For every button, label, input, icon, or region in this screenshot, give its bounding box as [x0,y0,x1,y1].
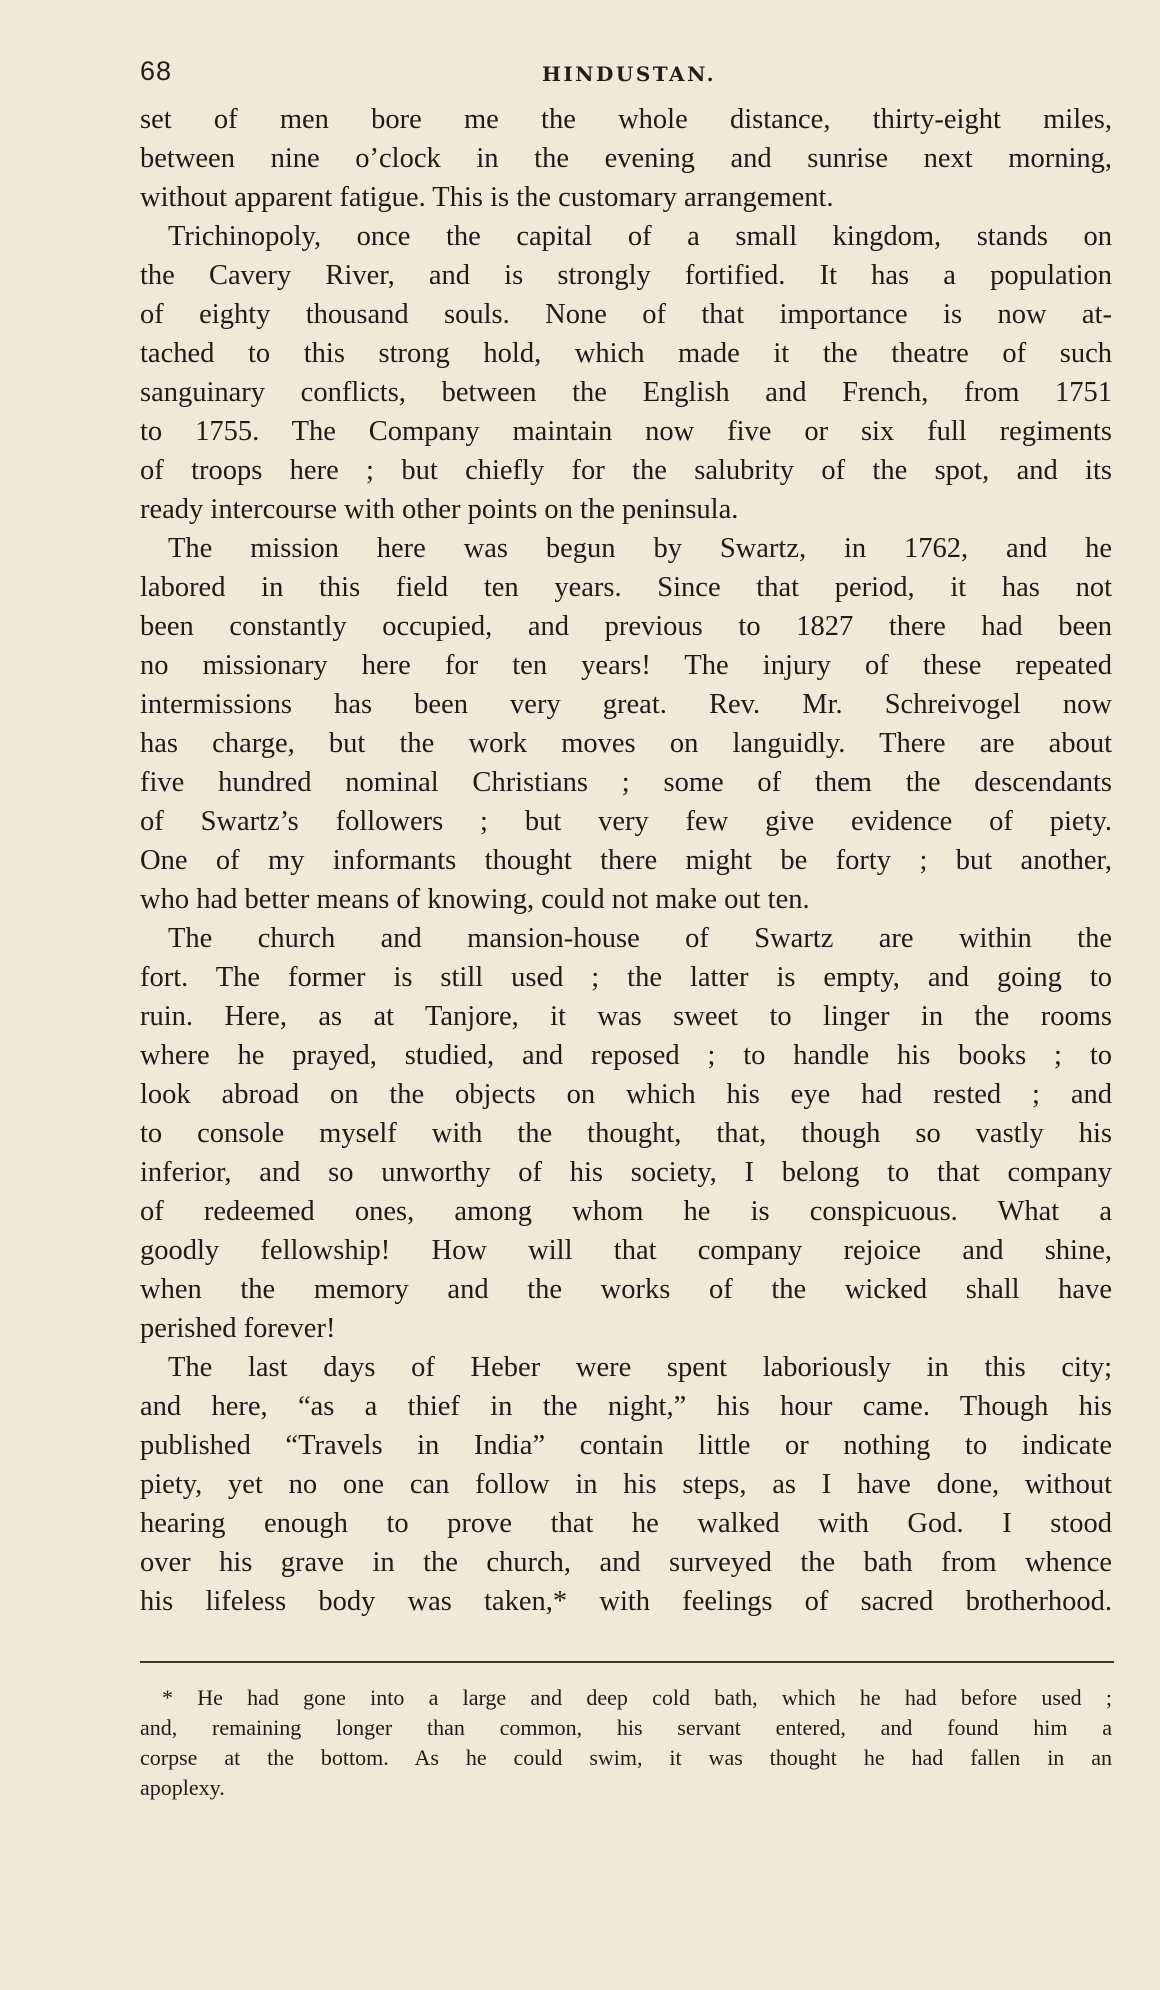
text-line: look abroad on the objects on which his eye had rested ; and [140,1079,1112,1110]
footnote-line: corpse at the bottom. As he could swim, it was thought he had fallen in an [140,1745,1112,1770]
text-line: The mission here was begun by Swartz, in 1762, and he [168,533,1112,564]
text-line: piety, yet no one can follow in his steps, as I have done, without [140,1469,1112,1500]
text-line: when the memory and the works of the wicked shall have [140,1274,1112,1305]
text-line: The church and mansion-house of Swartz are within the [168,923,1112,954]
body-text [140,100,1112,1621]
text-line: been constantly occupied, and previous to 1827 there had been [140,611,1112,642]
text-line: Trichinopoly, once the capital of a small kingdom, stands on [168,221,1112,252]
text-line: set of men bore me the whole distance, thirty-eight miles, [140,104,1112,135]
text-line: who had better means of knowing, could not make out ten. [140,884,810,915]
text-line: and here, “as a thief in the night,” his hour came. Though his [140,1391,1112,1422]
footnote-divider [140,1661,1114,1663]
text-line: no missionary here for ten years! The injury of these repeated [140,650,1112,681]
text-line: of troops here ; but chiefly for the salubrity of the spot, and its [140,455,1112,486]
text-line: between nine o’clock in the evening and sunrise next morning, [140,143,1112,174]
text-line: goodly fellowship! How will that company rejoice and shine, [140,1235,1112,1266]
text-line: hearing enough to prove that he walked with God. I stood [140,1508,1112,1539]
text-line: without apparent fatigue. This is the customary arrangement. [140,182,834,213]
text-line: One of my informants thought there might be forty ; but another, [140,845,1112,876]
text-line: perished forever! [140,1313,336,1344]
page-header [132,50,1112,98]
text-line: over his grave in the church, and surveyed the bath from whence [140,1547,1112,1578]
text-line: published “Travels in India” contain little or nothing to indicate [140,1430,1112,1461]
text-line: to console myself with the thought, that, though so vastly his [140,1118,1112,1149]
text-line: ready intercourse with other points on the peninsula. [140,494,739,525]
running-title: HINDUSTAN. [542,62,717,86]
text-line: tached to this strong hold, which made it the theatre of such [140,338,1112,369]
footnote-line: * He had gone into a large and deep cold bath, which he had before used ; [162,1685,1112,1710]
text-line: his lifeless body was taken,* with feelings of sacred brotherhood. [140,1586,1112,1617]
text-line: has charge, but the work moves on languidly. There are about [140,728,1112,759]
footnote-line: apoplexy. [140,1775,225,1800]
text-line: intermissions has been very great. Rev. Mr. Schreivogel now [140,689,1112,720]
text-line: of redeemed ones, among whom he is conspicuous. What a [140,1196,1112,1227]
page-number: 68 [140,56,173,86]
text-line: to 1755. The Company maintain now five or six full regiments [140,416,1112,447]
text-line: ruin. Here, as at Tanjore, it was sweet to linger in the rooms [140,1001,1112,1032]
text-line: five hundred nominal Christians ; some of them the descendants [140,767,1112,798]
footnote-line: and, remaining longer than common, his servant entered, and found him a [140,1715,1112,1740]
text-line: inferior, and so unworthy of his society, I belong to that company [140,1157,1112,1188]
text-line: the Cavery River, and is strongly fortified. It has a population [140,260,1112,291]
text-line: fort. The former is still used ; the latter is empty, and going to [140,962,1112,993]
text-line: where he prayed, studied, and reposed ; to handle his books ; to [140,1040,1112,1071]
text-line: The last days of Heber were spent laboriously in this city; [168,1352,1112,1383]
text-line: labored in this field ten years. Since that period, it has not [140,572,1112,603]
text-line: of eighty thousand souls. None of that importance is now at- [140,299,1112,330]
text-line: sanguinary conflicts, between the English and French, from 1751 [140,377,1112,408]
footnote [140,1683,1112,1803]
text-line: of Swartz’s followers ; but very few give evidence of piety. [140,806,1112,837]
